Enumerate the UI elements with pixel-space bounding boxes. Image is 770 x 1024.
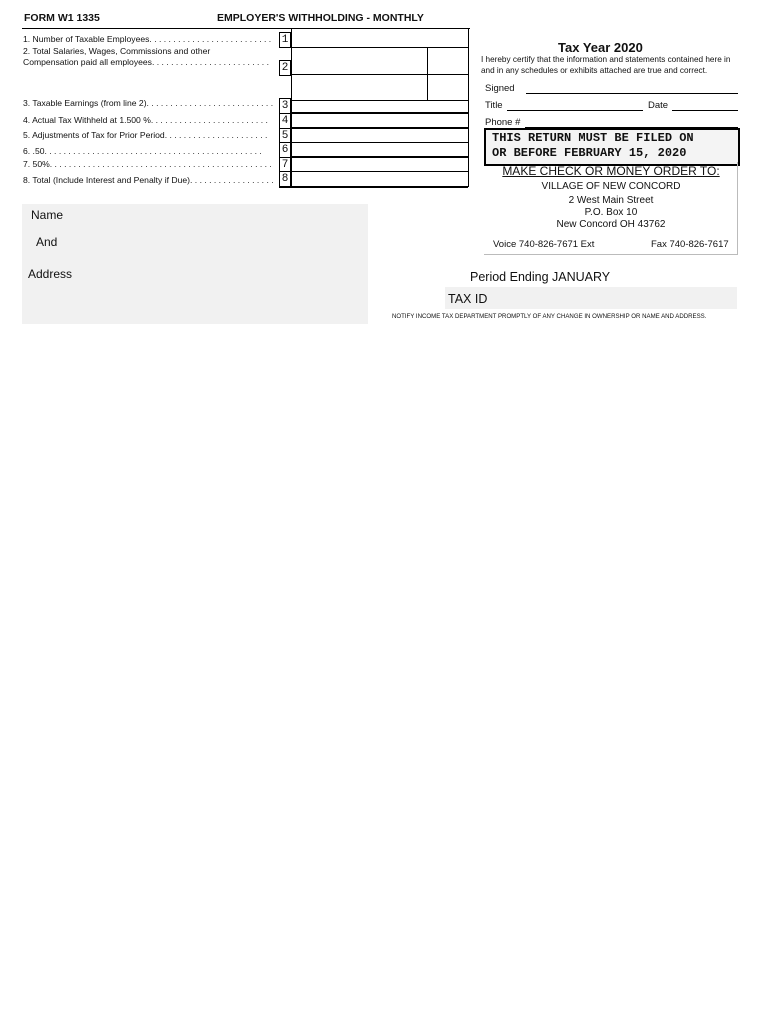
line-4-label: 4. Actual Tax Withheld at 1.500 %. . . . . . . . . . . . . . . . . . . . . . . . . <box>23 115 268 125</box>
phone-label: Phone # <box>485 117 521 128</box>
filing-deadline-box <box>484 128 740 166</box>
line-3-label: 3. Taxable Earnings (from line 2). . . . . . . . . . . . . . . . . . . . . . . . . . . <box>23 98 274 108</box>
line-6-number: 6 <box>279 142 291 158</box>
line-3-number: 3 <box>279 98 291 114</box>
notify-notice: NOTIFY INCOME TAX DEPARTMENT PROMPTLY OF ANY CHANGE IN OWNERSHIP OR NAME AND ADDRESS. <box>392 313 707 320</box>
line-2-number: 2 <box>279 60 291 76</box>
voice-phone: Voice 740-826-7671 Ext <box>493 239 595 250</box>
line-2-label-cont: Compensation paid all employees. . . . . . . . . . . . . . . . . . . . . . . . . <box>23 57 269 67</box>
line-2-cents-field[interactable] <box>428 48 467 73</box>
line-4-field[interactable] <box>292 114 467 126</box>
date-line[interactable] <box>672 110 738 111</box>
line-2-label: 2. Total Salaries, Wages, Commissions and other <box>23 46 211 56</box>
line-2-dollars-field[interactable] <box>292 48 426 73</box>
name-label: Name <box>31 208 64 222</box>
line-6-label: 6. .50. . . . . . . . . . . . . . . . . . . . . . . . . . . . . . . . . . . . . . . . . . . . . . <box>23 146 262 156</box>
address-label: Address <box>28 267 73 281</box>
filing-deadline-line1: THIS RETURN MUST BE FILED ON <box>492 131 694 145</box>
certification-text: I hereby certify that the information and statements contained here in and in any schedules or exhibits attached are true and correct. <box>481 55 731 75</box>
form-id: FORM W1 1335 <box>24 12 100 24</box>
payee-po-box: P.O. Box 10 <box>584 207 638 218</box>
line-1-label: 1. Number of Taxable Employees. . . . . . . . . . . . . . . . . . . . . . . . . . <box>23 34 272 44</box>
line-6-field[interactable] <box>292 143 467 155</box>
name-address-box[interactable] <box>22 204 368 324</box>
payee-city: New Concord OH 43762 <box>556 219 666 230</box>
title-line[interactable] <box>507 110 643 111</box>
line-8-number: 8 <box>279 171 291 187</box>
line-5-number: 5 <box>279 128 291 144</box>
fax-number: Fax 740-826-7617 <box>651 239 729 250</box>
line-1-number: 1 <box>279 32 291 48</box>
line-7-number: 7 <box>279 157 291 173</box>
table-divider <box>468 29 469 187</box>
line-3-field[interactable] <box>292 101 467 111</box>
row-rule <box>279 186 468 188</box>
row-rule <box>291 74 468 75</box>
line-5-label: 5. Adjustments of Tax for Prior Period. . . . . . . . . . . . . . . . . . . . . . <box>23 130 268 140</box>
and-label: And <box>36 235 58 249</box>
make-check-heading: MAKE CHECK OR MONEY ORDER TO: <box>502 164 720 178</box>
line-1-field[interactable] <box>292 30 467 46</box>
filing-deadline-line2: OR BEFORE FEBRUARY 15, 2020 <box>492 146 687 160</box>
payee-name: VILLAGE OF NEW CONCORD <box>541 181 681 192</box>
line-7-label: 7. 50%. . . . . . . . . . . . . . . . . . . . . . . . . . . . . . . . . . . . . . . . . . . . . . . <box>23 159 272 169</box>
signed-label: Signed <box>485 83 515 94</box>
title-label: Title <box>485 100 503 111</box>
period-ending: Period Ending JANUARY <box>470 270 611 284</box>
line-8-field[interactable] <box>292 172 467 185</box>
tax-year: Tax Year 2020 <box>558 40 643 55</box>
tax-id-field[interactable] <box>445 287 737 309</box>
line-7-field[interactable] <box>292 158 467 170</box>
line-8-label: 8. Total (Include Interest and Penalty if Due). . . . . . . . . . . . . . . . . . <box>23 175 274 185</box>
line-4-number: 4 <box>279 113 291 129</box>
header-rule <box>22 28 470 29</box>
form-title: EMPLOYER'S WITHHOLDING - MONTHLY <box>217 12 424 24</box>
payee-street: 2 West Main Street <box>568 195 654 206</box>
tax-id-label: TAX ID <box>448 292 488 306</box>
signed-line[interactable] <box>526 93 738 94</box>
line-5-field[interactable] <box>292 129 467 141</box>
date-label: Date <box>648 100 669 111</box>
